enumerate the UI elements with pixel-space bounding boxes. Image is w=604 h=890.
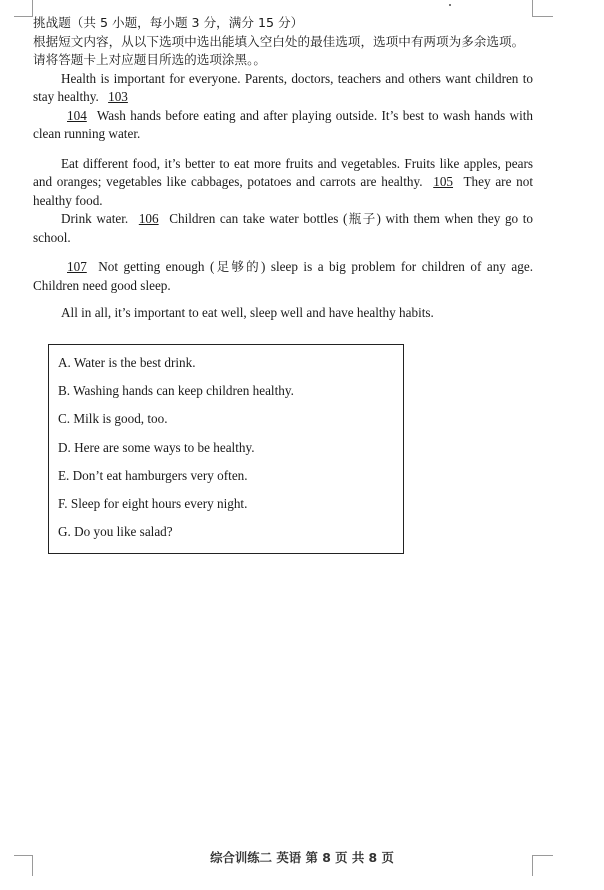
option-e: E. Don’t eat hamburgers very often. [58, 467, 248, 483]
blank-106: 106 [138, 211, 159, 226]
paragraph-4-text-mid: Children can take water bottles ( [164, 211, 348, 226]
paragraph-4-text-end: ) with them when they go to school. [33, 211, 534, 245]
paragraph-3-text-after: They are not healthy food. [33, 174, 533, 208]
paragraph-5-text-end: ) sleep is a big problem for children of any age. Children need good sleep. [33, 259, 533, 293]
paragraph-5-text: Not getting enough ( [92, 259, 215, 274]
instructions: 根据短文内容，从以下选项中选出能填入空白处的最佳选项，选项中有两项为多余选项。请将答题卡上对应题目所选的选项涂黑。。 [33, 33, 525, 67]
exam-content [33, 14, 533, 323]
option-g: G. Do you like salad? [58, 524, 173, 540]
paragraph-2-text: Wash hands before eating and after playing outside. It’s best to wash hands with clean running water. [33, 107, 533, 141]
crop-mark-top-right [532, 0, 553, 17]
option-a: A. Water is the best drink. [58, 355, 196, 370]
paragraph-2 [33, 107, 533, 144]
section-title: 挑战题（共 5 小题，每小题 3 分，满分 15 分） [33, 15, 304, 30]
option-c: C. Milk is good, too. [58, 411, 168, 427]
paragraph-1 [33, 70, 533, 107]
blank-103: 103 [108, 89, 128, 104]
blank-105: 105 [433, 174, 454, 189]
option-d: D. Here are some ways to be healthy. [58, 439, 255, 455]
blank-104: 104 [67, 107, 87, 123]
speck-dot [449, 4, 451, 6]
option-f: F. Sleep for eight hours every night. [58, 495, 248, 511]
paragraph-4-gloss: 瓶子 [347, 211, 377, 226]
option-b: B. Washing hands can keep children healthy. [58, 383, 294, 399]
paragraph-4-text: Drink water. [61, 211, 133, 226]
paragraph-1-text: Health is important for everyone. Parents, doctors, teachers and others want children to stay healthy. [33, 70, 533, 104]
page-footer: 综合训练二 英语 第 8 页 共 8 页 [210, 850, 394, 865]
options-box [48, 344, 404, 554]
paragraph-4 [33, 210, 533, 247]
paragraph-5-gloss: 足够的 [214, 259, 261, 274]
blank-107: 107 [67, 259, 87, 274]
crop-mark-top-left [14, 0, 33, 17]
paragraph-3 [33, 155, 533, 211]
paragraph-6: All in all, it’s important to eat well, sleep well and have healthy habits. [61, 305, 434, 320]
paragraph-5 [33, 258, 533, 295]
paragraph-3-text: Eat different food, it’s better to eat more fruits and vegetables. Fruits like apples, pears and oranges; vegetables like cabbages, potatoes and carrots are healthy. [33, 155, 533, 189]
